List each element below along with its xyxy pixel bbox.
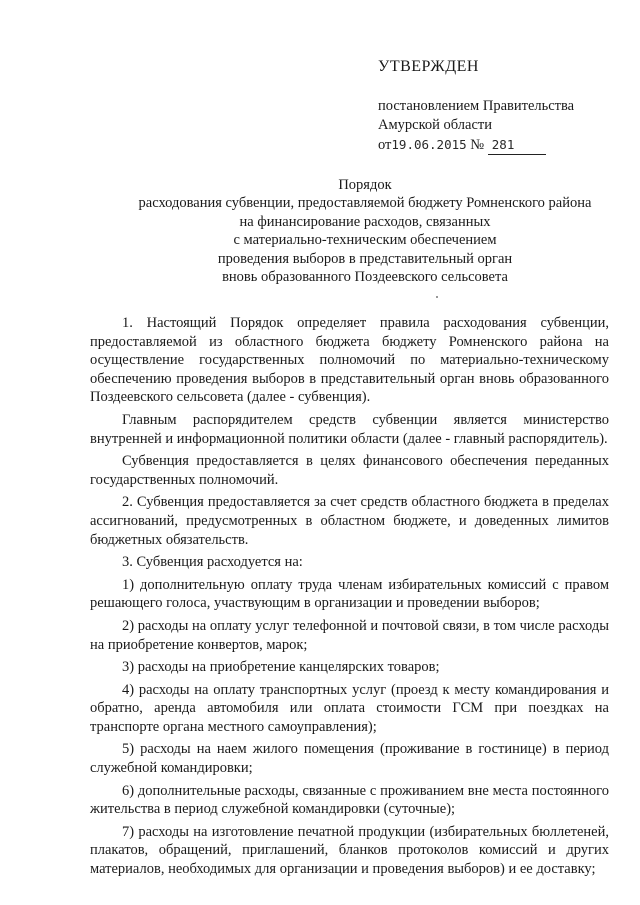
approval-date-number-line bbox=[378, 135, 618, 155]
list-item: 6) дополнительные расходы, связанные с проживанием вне места постоянного жительства в период служебной командировки (суточные); bbox=[90, 782, 609, 818]
paragraph: 1. Настоящий Порядок определяет правила расходования субвенции, предоставляемой из областного бюджета бюджету Ромненского района на осуществление государственных полномочий по материально-техническому обеспечению проведения выборов в представительный орган вновь образованного Поздеевского сельсовета (далее - субвенция). bbox=[90, 315, 609, 406]
title-line: Порядок bbox=[338, 177, 392, 193]
document-title bbox=[100, 176, 630, 286]
paragraph: 3. Субвенция расходуется на: bbox=[122, 554, 303, 571]
approval-from-prefix: от bbox=[378, 137, 392, 153]
approval-issuer-line: постановлением Правительства bbox=[378, 98, 575, 114]
paragraph: Субвенция предоставляется в целях финансового обеспечения переданных государственных полномочий. bbox=[90, 453, 609, 488]
list-item: 5) расходы на наем жилого помещения (проживание в гостинице) в период служебной командировки; bbox=[90, 741, 609, 777]
list-item: 2) расходы на оплату услуг телефонной и почтовой связи, в том числе расходы на приобретение конвертов, марок; bbox=[90, 617, 609, 653]
list-item: 1) дополнительную оплату труда членам избирательных комиссий с правом решающего голоса, участвующим в организации и проведении выборов; bbox=[90, 576, 609, 612]
approval-date: 19.06.2015 bbox=[391, 137, 467, 152]
approval-number-sign: № bbox=[470, 137, 485, 153]
list-item: 4) расходы на оплату транспортных услуг (проезд к месту командирования и обратно, аренда автомобиля или оплата стоимости ГСМ при поездках на транспорте органа местного самоуправления); bbox=[90, 681, 609, 735]
title-line: с материально-техническим обеспечением bbox=[233, 232, 497, 249]
list-item: 3) расходы на приобретение канцелярских товаров; bbox=[122, 659, 440, 676]
paragraph: Главным распорядителем средств субвенции является министерство внутренней и информационной политики области (далее - главный распорядитель). bbox=[90, 411, 609, 447]
approval-region-line: Амурской области bbox=[378, 117, 492, 133]
title-line: расходования субвенции, предоставляемой бюджету Ромненского района bbox=[138, 195, 592, 212]
scan-speck bbox=[436, 296, 438, 298]
title-line: проведения выборов в представительный орган bbox=[217, 250, 513, 267]
approval-block bbox=[378, 58, 618, 155]
title-line: вновь образованного Поздеевского сельсовета bbox=[222, 269, 508, 286]
approval-number: 281 bbox=[488, 135, 546, 155]
document-body bbox=[90, 314, 609, 883]
paragraph: 2. Субвенция предоставляется за счет средств областного бюджета в пределах ассигнований, предусмотренных в областном бюджете, и доведенных лимитов бюджетных обязательств. bbox=[90, 494, 609, 548]
approval-title: УТВЕРЖДЕН bbox=[378, 58, 479, 75]
title-line: на финансирование расходов, связанных bbox=[239, 213, 491, 230]
list-item: 7) расходы на изготовление печатной продукции (избирательных бюллетеней, плакатов, обращений, приглашений, бланков протоколов комиссий и других материалов, необходимых для организации и проведения выборов) и ее доставку; bbox=[90, 823, 609, 878]
